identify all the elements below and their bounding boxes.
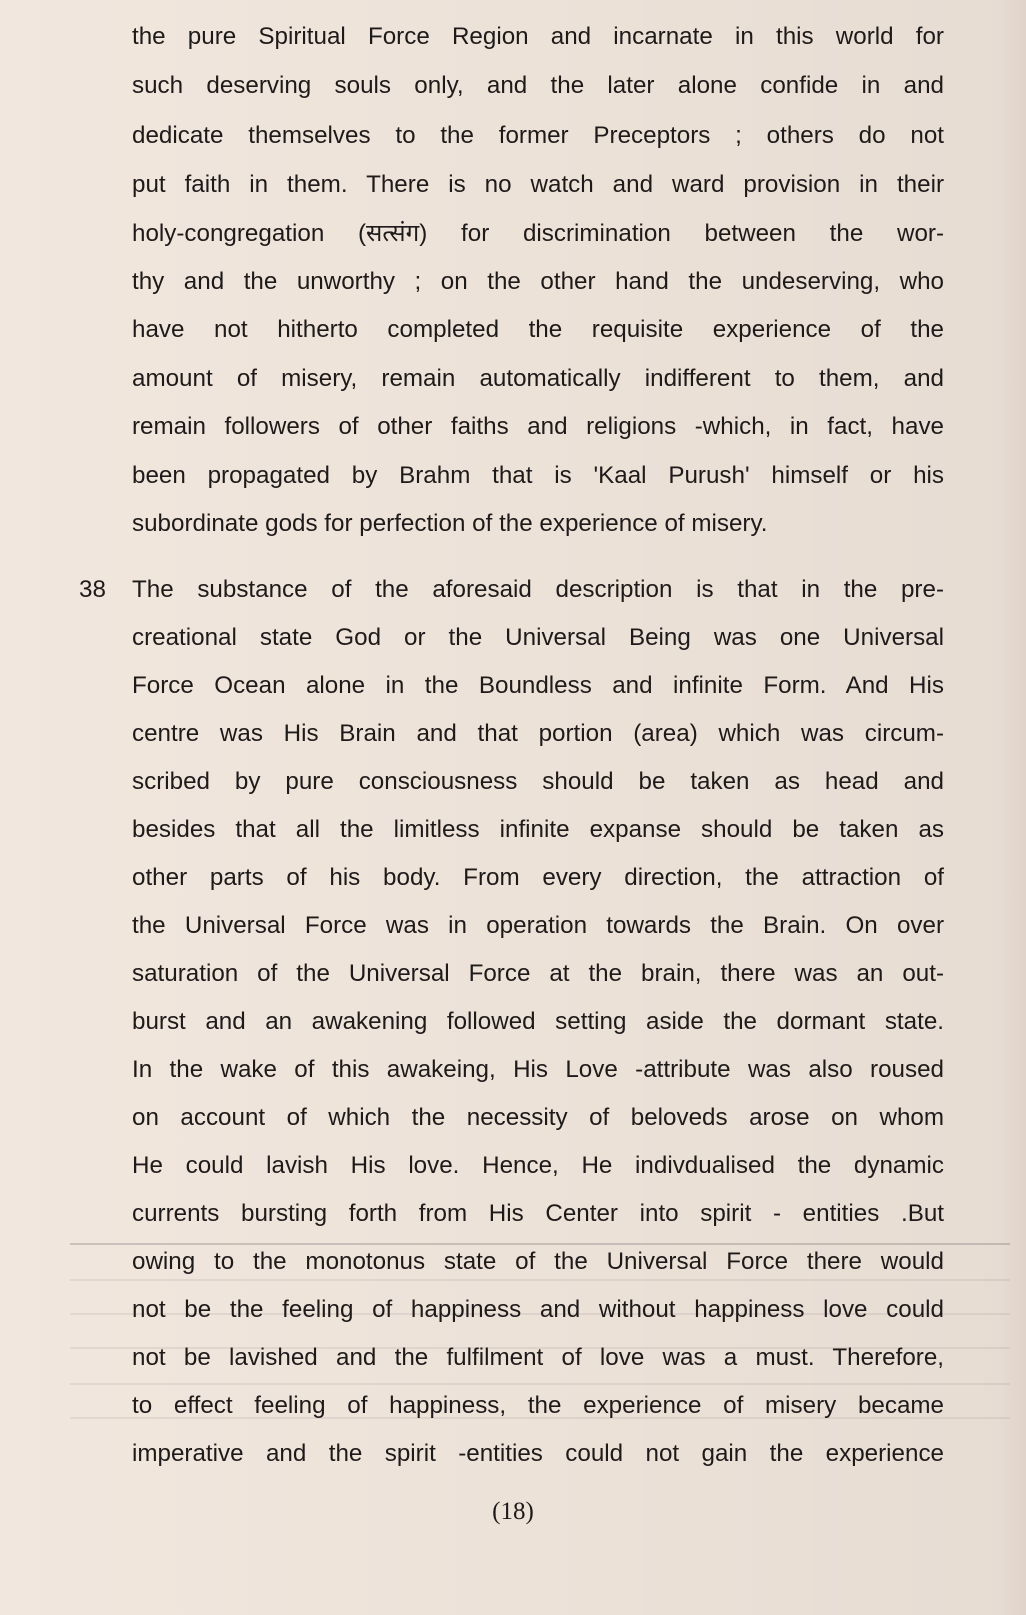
text-line: The substance of the aforesaid description is that in the pre-	[132, 576, 944, 603]
text-line: to effect feeling of happiness, the experience of misery became	[132, 1392, 944, 1419]
text-line: the pure Spiritual Force Region and incarnate in this world for	[132, 23, 944, 50]
text-line: other parts of his body. From every direction, the attraction of	[132, 864, 944, 891]
text-line: been propagated by Brahm that is 'Kaal Purush' himself or his	[132, 462, 944, 489]
text-line: saturation of the Universal Force at the brain, there was an out-	[132, 960, 944, 987]
text-line: not be the feeling of happiness and without happiness love could	[132, 1296, 944, 1323]
text-line: have not hitherto completed the requisite experience of the	[132, 316, 944, 343]
text-line: besides that all the limitless infinite expanse should be taken as	[132, 816, 944, 843]
text-line: put faith in them. There is no watch and ward provision in their	[132, 171, 944, 198]
text-line: amount of misery, remain automatically indifferent to them, and	[132, 365, 944, 392]
text-line: burst and an awakening followed setting aside the dormant state.	[132, 1008, 944, 1035]
text-line: He could lavish His love. Hence, He indivdualised the dynamic	[132, 1152, 944, 1179]
text-line: creational state God or the Universal Being was one Universal	[132, 624, 944, 651]
text-line: subordinate gods for perfection of the experience of misery.	[132, 510, 768, 537]
page-number: (18)	[492, 1498, 534, 1525]
text-line: scribed by pure consciousness should be taken as head and	[132, 768, 944, 795]
text-line: currents bursting forth from His Center into spirit - entities .But	[132, 1200, 944, 1227]
text-line: on account of which the necessity of beloveds arose on whom	[132, 1104, 944, 1131]
text-line: thy and the unworthy ; on the other hand the undeserving, who	[132, 268, 944, 295]
text-line: such deserving souls only, and the later alone confide in and	[132, 72, 944, 99]
text-line: owing to the monotonus state of the Universal Force there would	[132, 1248, 944, 1275]
text-line: holy-congregation (सत्संग) for discrimination between the wor-	[132, 220, 944, 247]
text-line: imperative and the spirit -entities could not gain the experience	[132, 1440, 944, 1467]
text-line: centre was His Brain and that portion (area) which was circum-	[132, 720, 944, 747]
text-line: Force Ocean alone in the Boundless and infinite Form. And His	[132, 672, 944, 699]
paragraph-number: 38	[79, 576, 106, 603]
text-line: In the wake of this awakeing, His Love -attribute was also roused	[132, 1056, 944, 1083]
text-line: the Universal Force was in operation towards the Brain. On over	[132, 912, 944, 939]
text-line: dedicate themselves to the former Preceptors ; others do not	[132, 122, 944, 149]
text-line: remain followers of other faiths and religions -which, in fact, have	[132, 413, 944, 440]
text-line: not be lavished and the fulfilment of love was a must. Therefore,	[132, 1344, 944, 1371]
